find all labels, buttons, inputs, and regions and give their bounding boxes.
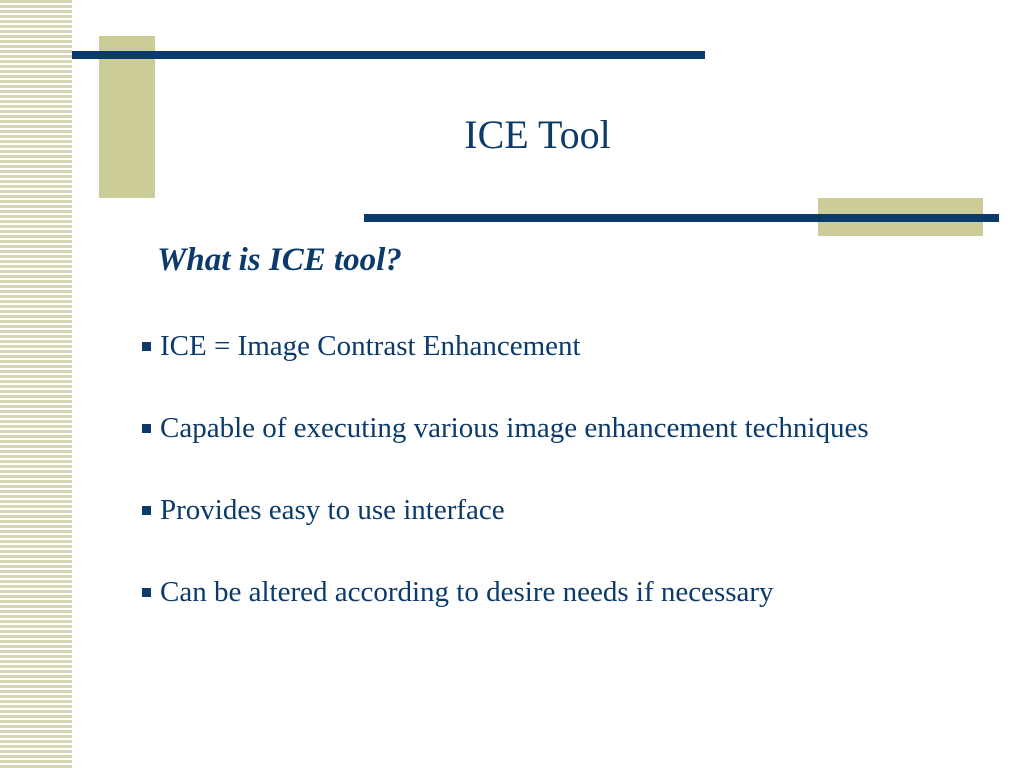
bullet-text: Provides easy to use interface xyxy=(160,494,505,526)
title-rule-top xyxy=(72,51,705,59)
bullet-text: ICE = Image Contrast Enhancement xyxy=(160,330,581,362)
bullet-item xyxy=(140,492,869,528)
square-bullet-icon xyxy=(142,342,151,351)
bullet-list xyxy=(140,328,869,656)
slide-subtitle: What is ICE tool? xyxy=(157,242,402,278)
bullet-text: Can be altered according to desire needs if necessary xyxy=(160,576,774,608)
square-bullet-icon xyxy=(142,588,151,597)
bullet-item xyxy=(140,410,869,446)
accent-block-left xyxy=(99,36,155,198)
title-rule-bottom xyxy=(364,214,999,222)
square-bullet-icon xyxy=(142,424,151,433)
bullet-text: Capable of executing various image enhancement techniques xyxy=(160,412,869,444)
slide-title: ICE Tool xyxy=(464,112,611,157)
square-bullet-icon xyxy=(142,506,151,515)
striped-sidebar-decoration xyxy=(0,0,72,768)
bullet-item xyxy=(140,574,869,610)
bullet-item xyxy=(140,328,869,364)
